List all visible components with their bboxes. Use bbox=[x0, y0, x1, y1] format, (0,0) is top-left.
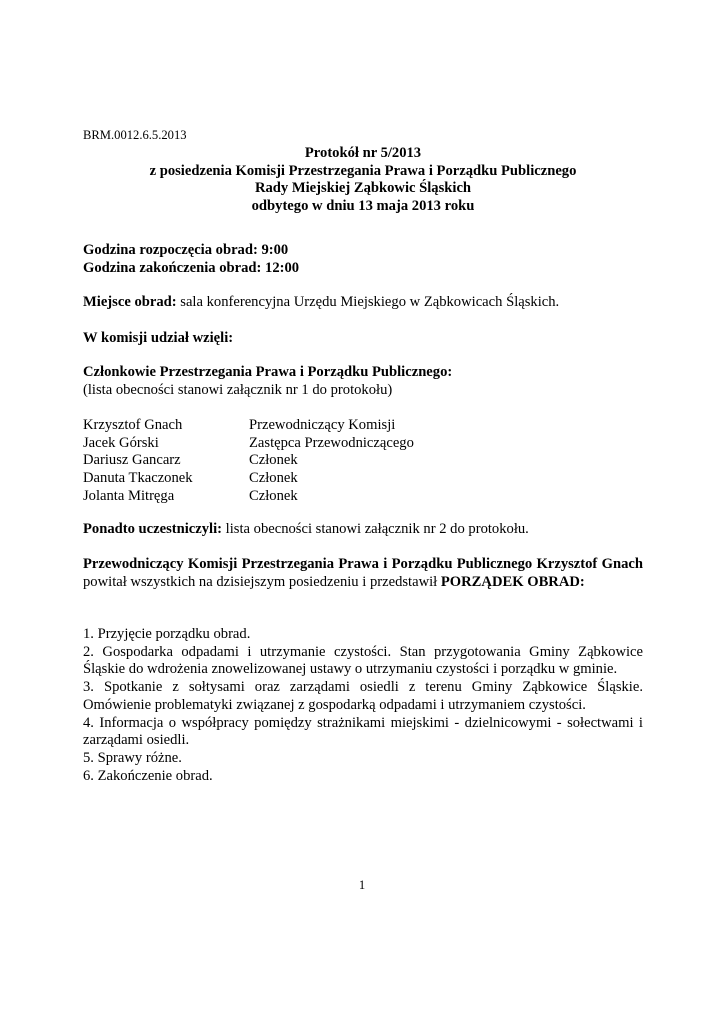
list-item bbox=[83, 470, 643, 488]
member-name: Dariusz Gancarz bbox=[83, 452, 181, 469]
additional-participants bbox=[83, 521, 643, 539]
attended-heading: W komisji udział wzięli: bbox=[83, 330, 234, 346]
agenda-item: 6. Zakończenie obrad. bbox=[83, 767, 213, 784]
member-role: Przewodniczący Komisji bbox=[249, 417, 396, 433]
place-label: Miejsce obrad: bbox=[83, 294, 177, 310]
start-time: Godzina rozpoczęcia obrad: 9:00 bbox=[83, 242, 289, 258]
intro-text: powitał wszystkich na dzisiejszym posiedzeniu i przedstawił bbox=[83, 573, 441, 590]
extra-value: lista obecności stanowi załącznik nr 2 do protokołu. bbox=[222, 521, 529, 537]
list-item bbox=[83, 417, 643, 435]
member-name: Danuta Tkaczonek bbox=[83, 470, 193, 487]
place-value: sala konferencyjna Urzędu Miejskiego w Ząbkowicach Śląskich. bbox=[176, 294, 560, 310]
intro-paragraph bbox=[83, 556, 643, 591]
member-role: Członek bbox=[249, 470, 298, 487]
page-number: 1 bbox=[358, 878, 366, 892]
list-item bbox=[83, 488, 643, 506]
extra-label: Ponadto uczestniczyli: bbox=[83, 521, 223, 537]
meeting-place bbox=[83, 294, 643, 312]
agenda-list bbox=[83, 626, 643, 785]
title-line: odbytego w dniu 13 maja 2013 roku bbox=[251, 198, 475, 215]
members-section bbox=[83, 364, 643, 399]
member-name: Jolanta Mitręga bbox=[83, 487, 175, 504]
title-line: Rady Miejskiej Ząbkowic Śląskich bbox=[254, 180, 472, 197]
member-role: Członek bbox=[249, 487, 298, 504]
intro-chair: Przewodniczący Komisji Przestrzegania Prawa i Porządku Publicznego Krzysztof Gnach bbox=[83, 556, 643, 572]
meeting-times bbox=[83, 242, 643, 277]
member-role: Członek bbox=[249, 452, 298, 469]
members-heading: Członkowie Przestrzegania Prawa i Porządku Publicznego: bbox=[83, 364, 453, 380]
member-role: Zastępca Przewodniczącego bbox=[249, 434, 414, 451]
agenda-item: 5. Sprawy różne. bbox=[83, 749, 182, 766]
members-list bbox=[83, 417, 643, 505]
list-item bbox=[83, 452, 643, 470]
members-note: (lista obecności stanowi załącznik nr 1 do protokołu) bbox=[83, 381, 393, 398]
intro-agenda-label: PORZĄDEK OBRAD: bbox=[440, 573, 585, 590]
title-line: Protokół nr 5/2013 bbox=[304, 145, 422, 161]
title-line: z posiedzenia Komisji Przestrzegania Prawa i Porządku Publicznego bbox=[149, 162, 577, 179]
agenda-item: 3. Spotkanie z sołtysami oraz zarządami osiedli z terenu Gminy Ząbkowice Śląskie. Omówienie problematyki związanej z gospodarką odpadami i utrzymaniem czystości. bbox=[83, 679, 643, 713]
member-name: Krzysztof Gnach bbox=[83, 417, 183, 433]
member-name: Jacek Górski bbox=[83, 434, 159, 451]
agenda-item: 4. Informacja o współpracy pomiędzy strażnikami miejskimi - dzielnicowymi - sołectwami i zarządami osiedli. bbox=[83, 714, 643, 749]
document-title bbox=[83, 145, 643, 216]
end-time: Godzina zakończenia obrad: 12:00 bbox=[83, 259, 300, 276]
agenda-item: 1. Przyjęcie porządku obrad. bbox=[83, 626, 251, 642]
agenda-item: 2. Gospodarka odpadami i utrzymanie czystości. Stan przygotowania Gminy Ząbkowice Śląskie do wdrożenia znowelizowanej ustawy o utrzymaniu czystości i porządku w gminie. bbox=[83, 643, 643, 678]
reference-number: BRM.0012.6.5.2013 bbox=[83, 128, 187, 142]
list-item bbox=[83, 435, 643, 453]
